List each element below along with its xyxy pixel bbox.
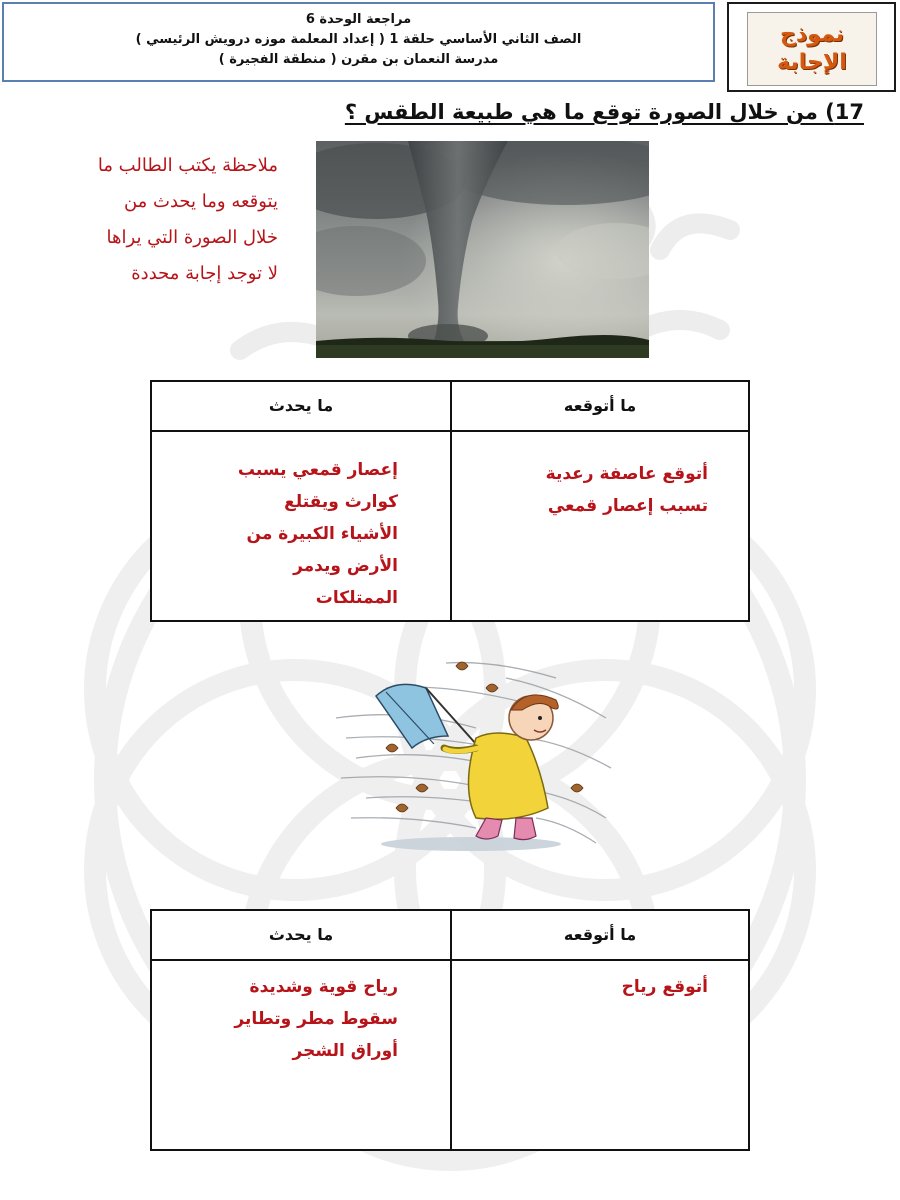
note-line: ملاحظة يكتب الطالب ما (97, 155, 278, 176)
answer-model-label-line-2: الإجابة (777, 50, 847, 75)
answer-line: إعصار قمعي يسبب (237, 460, 398, 480)
column-happen-label: ما يحدث (268, 925, 334, 944)
note-line: يتوقعه وما يحدث من (123, 191, 278, 212)
column-happen-label: ما يحدث (268, 396, 334, 415)
answer-line: الأرض ويدمر (293, 556, 398, 576)
expect-answer (546, 458, 708, 522)
question-17: 17) من خلال الصورة توقع ما هي طبيعة الطقس ؟ (344, 100, 864, 124)
table-body-row (152, 432, 748, 622)
school-line: مدرسة النعمان بن مقرن ( منطقة الفجيرة ) (218, 52, 499, 67)
table-header-row (152, 382, 748, 432)
happen-answer (238, 454, 398, 614)
teacher-note (28, 148, 278, 292)
expect-answer-cell (450, 432, 748, 622)
header-cell-expect (450, 911, 748, 959)
unit-review-title: مراجعة الوحدة 6 (305, 12, 412, 27)
happen-answer (234, 971, 398, 1067)
table-header-row (152, 911, 748, 961)
table-body-row (152, 961, 748, 1151)
answer-model-label-line-1: نموذج (780, 22, 844, 47)
header-cell-happen (152, 911, 450, 959)
expect-answer-cell (450, 961, 748, 1151)
answer-line: رياح قوية وشديدة (249, 977, 398, 997)
answer-line: أتوقع عاصفة رعدية (545, 464, 708, 484)
tornado-photo (316, 141, 649, 358)
header-box (2, 2, 715, 82)
answer-model-badge (727, 2, 896, 92)
answer-line: كوارث ويقتلع (284, 492, 398, 512)
answer-line: تسبب إعصار قمعي (547, 496, 708, 516)
answer-line: أوراق الشجر (292, 1041, 398, 1061)
answer-line: الأشياء الكبيرة من (246, 524, 398, 544)
answer-table-2 (150, 909, 750, 1151)
note-line: خلال الصورة التي يراها (106, 227, 278, 248)
header-cell-expect (450, 382, 748, 430)
answer-line: سقوط مطر وتطاير (234, 1009, 398, 1029)
header-cell-happen (152, 382, 450, 430)
happen-answer-cell (152, 432, 450, 622)
expect-answer (622, 971, 708, 1003)
note-line: لا توجد إجابة محددة (131, 263, 278, 284)
child-in-wind-cartoon (326, 648, 618, 856)
column-expect-label: ما أتوقعه (563, 925, 637, 944)
answer-table-1 (150, 380, 750, 622)
answer-model-badge-inner (747, 12, 877, 86)
grade-teacher-line: الصف الثاني الأساسي حلقة 1 ( إعداد المعلمة موزه درويش الرئيسي ) (135, 32, 582, 47)
happen-answer-cell (152, 961, 450, 1151)
column-expect-label: ما أتوقعه (563, 396, 637, 415)
answer-line: أتوقع رياح (621, 977, 708, 997)
answer-line: الممتلكات (315, 588, 398, 608)
